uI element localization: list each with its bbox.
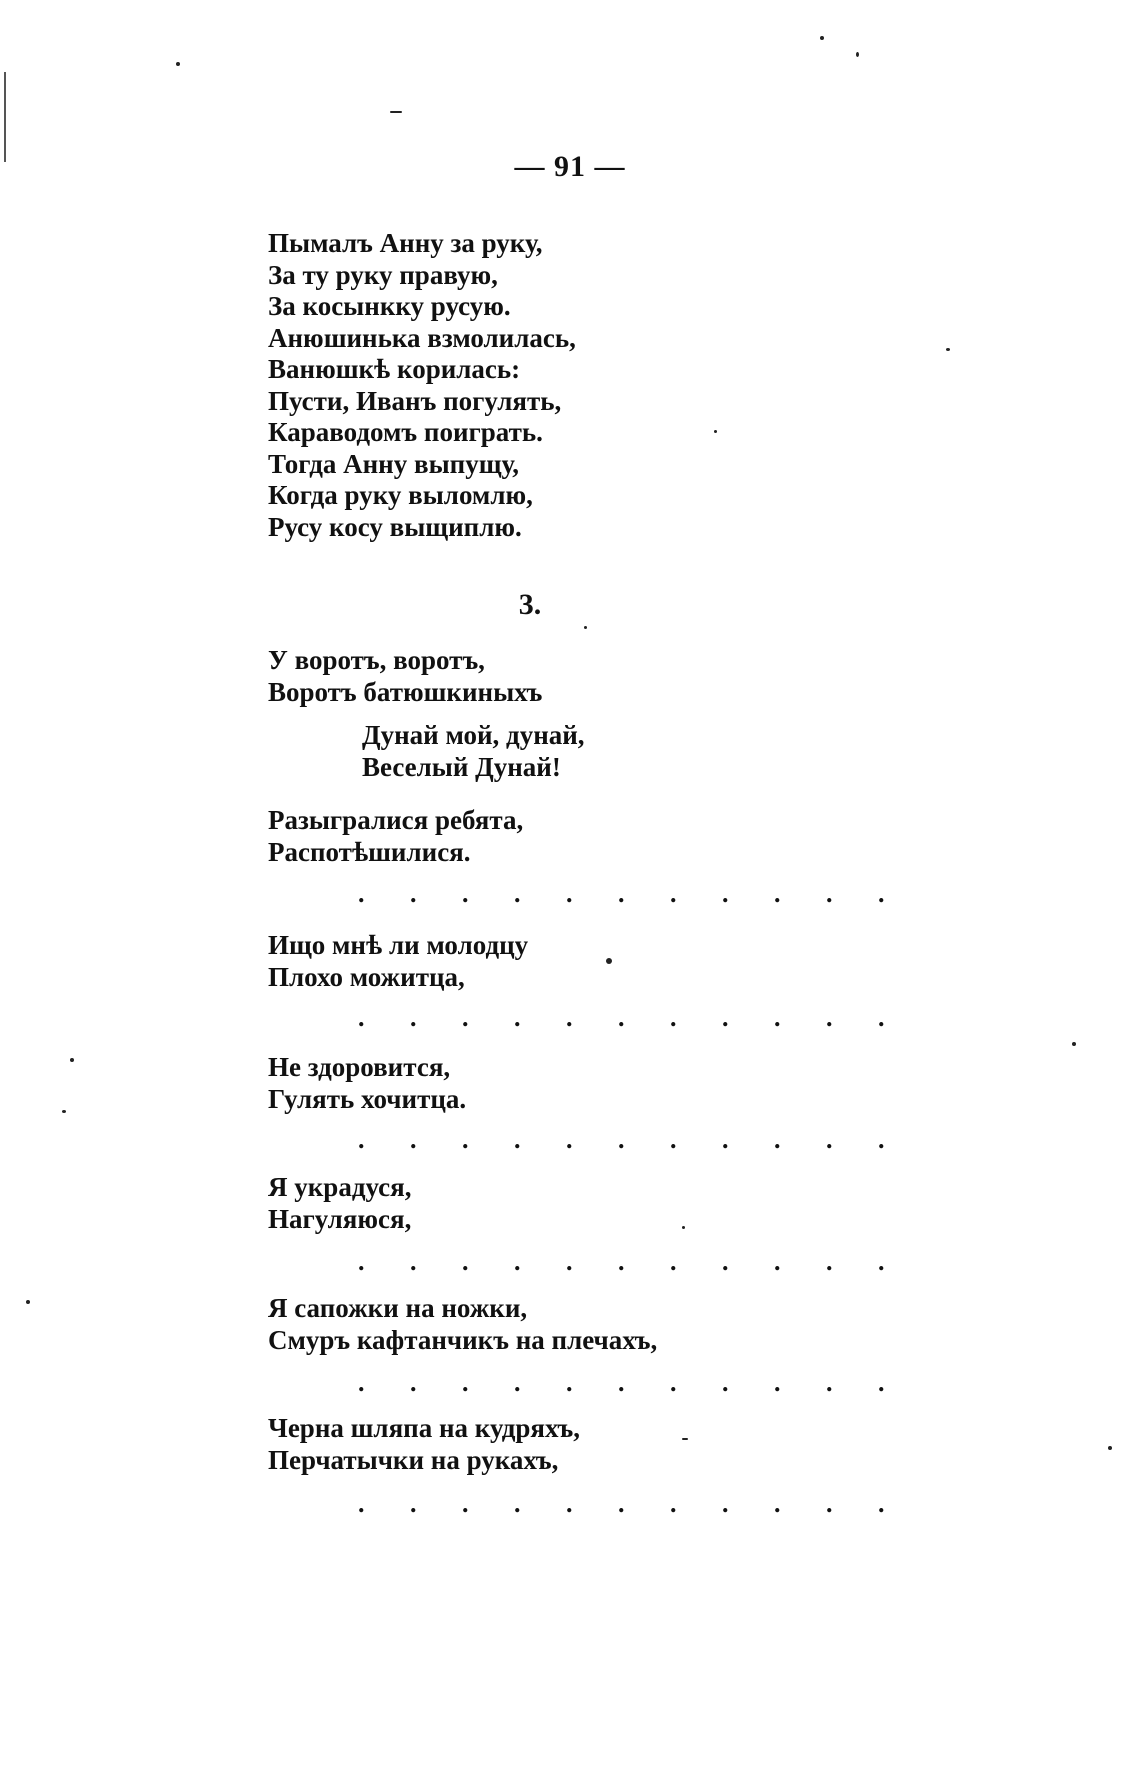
scan-speck	[856, 52, 859, 57]
stanza-top	[268, 228, 576, 543]
verse-line: Гулять хочитца.	[268, 1083, 467, 1114]
verse-line: Анюшинька взмолилась,	[268, 322, 576, 353]
verse-3	[268, 1052, 466, 1115]
verse-5	[268, 1293, 657, 1356]
ellipsis-row: . . . . . . . . . . .	[358, 1003, 904, 1032]
scan-speck	[26, 1300, 30, 1304]
ellipsis-row: . . . . . . . . . . .	[358, 1368, 904, 1397]
verse-line: Перчатычки на рукахъ,	[268, 1444, 559, 1475]
ellipsis-row: . . . . . . . . . . .	[358, 1489, 904, 1518]
scan-speck	[70, 1058, 74, 1062]
verse-line: Я украдуся,	[268, 1172, 412, 1202]
verse-line: Не здоровится,	[268, 1052, 451, 1082]
verse-line: Я сапожки на ножки,	[268, 1293, 528, 1323]
verse-4	[268, 1172, 412, 1235]
verse-line: Плохо можитца,	[268, 961, 465, 992]
verse-line: Караводомъ поиграть.	[268, 417, 543, 447]
scan-speck	[390, 111, 402, 113]
page-number: — 91 —	[514, 150, 626, 183]
stanza-opening	[268, 645, 542, 708]
refrain-line: Дунай мой, дунай,	[362, 720, 585, 750]
scan-speck	[682, 1438, 688, 1440]
verse-line: Ванюшкѣ корилась:	[268, 354, 521, 384]
verse-line: У воротъ, воротъ,	[268, 645, 485, 675]
scan-speck	[584, 626, 587, 629]
verse-line: Когда руку выломлю,	[268, 480, 533, 510]
verse-line: Разыгралися ребята,	[268, 805, 524, 835]
verse-line: Пымалъ Анну за руку,	[268, 228, 543, 258]
verse-line: За ту руку правую,	[268, 259, 498, 290]
verse-2	[268, 930, 528, 993]
verse-line: Черна шляпа на кудряхъ,	[268, 1413, 581, 1443]
scan-edge-line	[4, 72, 6, 162]
verse-6	[268, 1413, 580, 1476]
refrain	[362, 720, 585, 783]
verse-line: Распотѣшилися.	[268, 836, 471, 867]
scan-speck	[820, 36, 824, 40]
scan-speck	[946, 348, 950, 351]
section-number: 3.	[518, 588, 542, 621]
verse-line: Тогда Анну выпущу,	[268, 448, 520, 479]
scan-speck	[1108, 1446, 1112, 1450]
scan-speck	[176, 62, 180, 66]
verse-line: Нагуляюся,	[268, 1203, 412, 1234]
ellipsis-row: . . . . . . . . . . .	[358, 1247, 904, 1276]
ellipsis-row: . . . . . . . . . . .	[358, 1125, 904, 1154]
ellipsis-row: . . . . . . . . . . .	[358, 879, 904, 908]
verse-line: Ищо мнѣ ли молодцу	[268, 930, 529, 960]
verse-1	[268, 805, 523, 868]
verse-line: Смуръ кафтанчикъ на плечахъ,	[268, 1324, 658, 1355]
scan-speck	[62, 1110, 66, 1113]
verse-line: За косынкку русую.	[268, 291, 511, 321]
scan-speck	[606, 958, 612, 964]
verse-line: Воротъ батюшкиныхъ	[268, 676, 543, 707]
verse-line: Пусти, Иванъ погулять,	[268, 385, 562, 416]
scan-speck	[714, 430, 717, 433]
scan-speck	[682, 1226, 685, 1229]
refrain-line: Веселый Дунай!	[362, 751, 561, 782]
verse-line: Русу косу выщиплю.	[268, 511, 522, 542]
scan-speck	[1072, 1042, 1076, 1046]
